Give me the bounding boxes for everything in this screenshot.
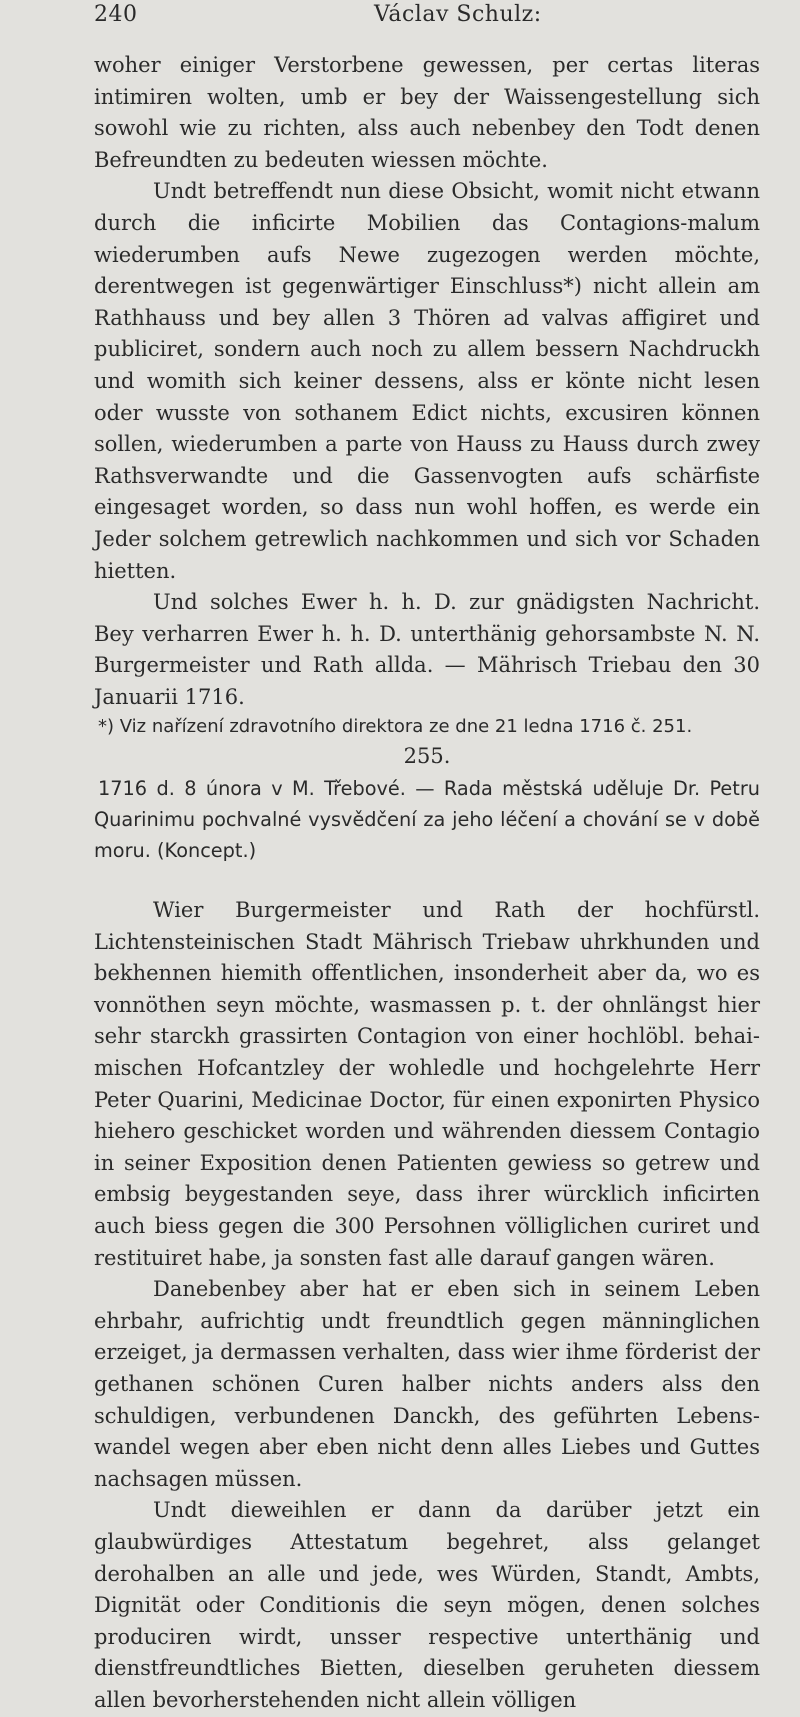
paragraph: Danebenbey aber hat er eben sich in seinem Leben ehrbahr, aufrichtig undt freundtlich gegen männinglichen erzeiget, ja dermassen verhalten, dass wier ihme förderist der gethanen schönen Curen halber nichts anders alss den schuldigen, verbundenen Danckh, des geführten Lebenswandel wegen aber eben nicht denn alles Liebes und Guttes nachsagen müssen. <box>94 1277 760 1491</box>
paragraph: Undt dieweihlen er dann da darüber jetzt ein glaubwürdiges Attestatum begehret, alss gelanget derohalben an alle und jede, wes Würden, Standt, Ambts, Dignität oder Conditionis die seyn mögen, denen solches produciren wirdt, unsser respective unterthänig und dienstfreundtliches Bietten, dieselben geruheten diessem allen bevorherstehenden nicht allein völligen <box>94 1498 760 1712</box>
paragraph: woher einiger Verstorbene gewessen, per certas literas intimiren wolten, umb er bey der Waissengestellung sich sowohl wie zu richten, alss auch nebenbey den Todt denen Befreundten zu bedeuten wiessen möchte. <box>94 53 760 172</box>
page-header <box>94 0 740 30</box>
page-body <box>94 50 760 1717</box>
page-number: 240 <box>94 2 138 27</box>
document-number: 255. <box>403 744 451 769</box>
document-summary: 1716 d. 8 února v M. Třebové. — Rada městská uděluje Dr. Petru Quarinimu pochvalné vysvědčení za jeho léčení a chování se v době moru. (Koncept.) <box>94 777 760 863</box>
paragraph: Undt betreffendt nun diese Obsicht, womit nicht etwann durch die inficirte Mobilien das Contagions-malum wiederumben aufs Newe zugezogen werden möchte, derentwegen ist gegenwärtiger Einschluss*) nicht allein am Rathhauss und bey allen 3 Thören ad valvas affigiret und publiciret, sondern auch noch zu allem bessern Nachdruckh und womith sich keiner dessens, alss er könte nicht lesen oder wusste von sothanem Edict nichts, excusiren können sollen, wiederumben a parte von Hauss zu Hauss durch zwey Rathsverwandte und die Gassenvogten aufs schärfiste eingesaget worden, so dass nun wohl hoffen, es werde ein Jeder solchem getrewlich nachkommen und sich vor Schaden hietten. <box>94 179 760 583</box>
paragraph: Und solches Ewer h. h. D. zur gnädigsten Nachricht. Bey verharren Ewer h. h. D. unterthänig gehorsambste N. N. Burgermeister und Rath allda. — Mährisch Triebau den 30 Januarii 1716. <box>94 590 760 709</box>
paragraph: Wier Burgermeister und Rath der hochfürstl. Lichtensteinischen Stadt Mährisch Triebaw uhrkhunden und bekhennen hiemith offentlichen, insonderheit aber da, wo es vonnöthen seyn möchte, wasmassen p. t. der ohnlängst hier sehr starckh grassirten Contagion von einer hochlöbl. behaimischen Hofcantzley der wohledle und hochgelehrte Herr Peter Quarini, Medicinae Doctor, für einen exponirten Physico hiehero geschicket worden und währenden diessem Contagio in seiner Exposition denen Patienten gewiess so getrew und embsig beygestanden seye, dass ihrer würcklich inficirten auch biess gegen die 300 Persohnen völliglichen curiret und restituiret habe, ja sonsten fast alle darauf gangen wären. <box>94 898 760 1270</box>
section-gap <box>94 866 760 895</box>
footnote: *) Viz nařízení zdravotního direktora ze dne 21 ledna 1716 č. 251. <box>98 716 693 738</box>
running-title: Václav Schulz: <box>374 2 542 27</box>
